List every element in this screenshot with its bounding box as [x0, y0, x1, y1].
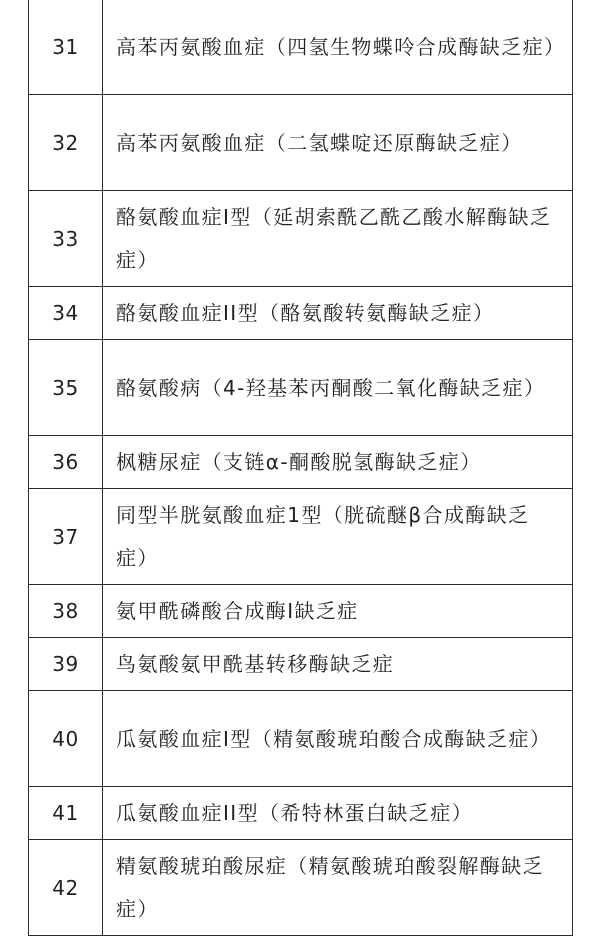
disease-name: 瓜氨酸血症II型（希特林蛋白缺乏症） — [103, 787, 573, 840]
disease-name: 精氨酸琥珀酸尿症（精氨酸琥珀酸裂解酶缺乏症） — [103, 840, 573, 936]
row-number: 35 — [29, 340, 103, 436]
disease-name: 鸟氨酸氨甲酰基转移酶缺乏症 — [103, 638, 573, 691]
disease-name: 酪氨酸病（4-羟基苯丙酮酸二氧化酶缺乏症） — [103, 340, 573, 436]
row-number: 36 — [29, 436, 103, 489]
disease-name: 氨甲酰磷酸合成酶I缺乏症 — [103, 585, 573, 638]
table-row — [29, 191, 573, 287]
row-number: 42 — [29, 840, 103, 936]
row-number: 40 — [29, 691, 103, 787]
table-row — [29, 436, 573, 489]
disease-table-container — [28, 0, 573, 936]
disease-name: 高苯丙氨酸血症（二氢蝶啶还原酶缺乏症） — [103, 95, 573, 191]
table-row — [29, 489, 573, 585]
disease-name: 酪氨酸血症II型（酪氨酸转氨酶缺乏症） — [103, 287, 573, 340]
table-row — [29, 840, 573, 936]
row-number: 34 — [29, 287, 103, 340]
disease-name: 酪氨酸血症I型（延胡索酰乙酰乙酸水解酶缺乏症） — [103, 191, 573, 287]
row-number: 41 — [29, 787, 103, 840]
row-number: 38 — [29, 585, 103, 638]
row-number: 32 — [29, 95, 103, 191]
table-row — [29, 0, 573, 95]
disease-name: 瓜氨酸血症I型（精氨酸琥珀酸合成酶缺乏症） — [103, 691, 573, 787]
table-row — [29, 287, 573, 340]
table-row — [29, 691, 573, 787]
row-number: 39 — [29, 638, 103, 691]
row-number: 31 — [29, 0, 103, 95]
table-row — [29, 340, 573, 436]
row-number: 37 — [29, 489, 103, 585]
table-row — [29, 585, 573, 638]
table-row — [29, 638, 573, 691]
row-number: 33 — [29, 191, 103, 287]
disease-name: 同型半胱氨酸血症1型（胱硫醚β合成酶缺乏症） — [103, 489, 573, 585]
rare-disease-table — [28, 0, 573, 936]
table-row — [29, 787, 573, 840]
disease-name: 枫糖尿症（支链α-酮酸脱氢酶缺乏症） — [103, 436, 573, 489]
table-row — [29, 95, 573, 191]
disease-name: 高苯丙氨酸血症（四氢生物蝶呤合成酶缺乏症） — [103, 0, 573, 95]
